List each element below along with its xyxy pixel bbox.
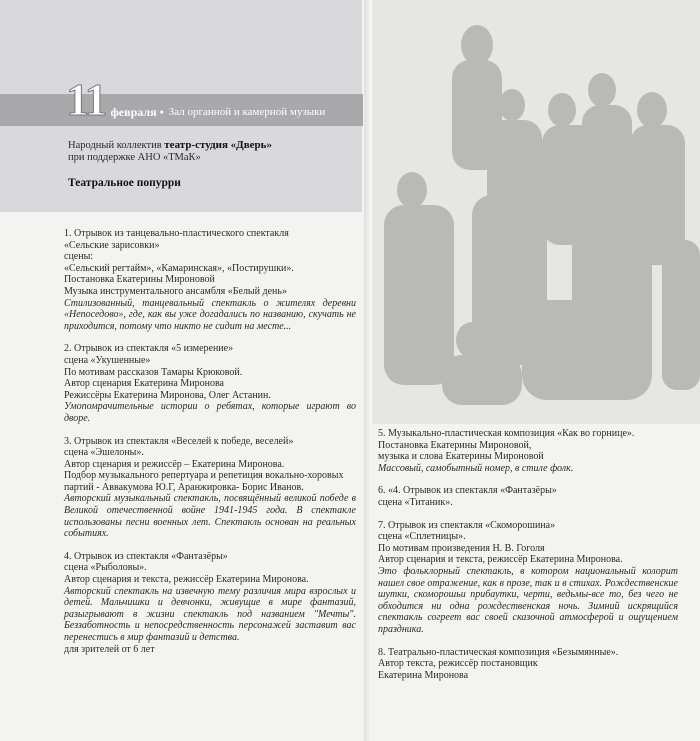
item-line: Подбор музыкального репертуара и репетиция вокально-хоровых партий - Аввакумова Ю.Г, Аранжировка- Борис Иванов. bbox=[64, 470, 344, 493]
program-item-7 bbox=[378, 520, 678, 636]
item-line: 3. Отрывок из спектакля «Веселей к победе, веселей» bbox=[64, 435, 294, 447]
program-column-right bbox=[378, 428, 678, 692]
item-line: Автор сценария Екатерина Миронова bbox=[64, 378, 224, 390]
item-line: 4. Отрывок из спектакля «Фантазёры» bbox=[64, 550, 228, 562]
program-title: Театральное попурри bbox=[68, 177, 181, 189]
item-line: 6. «4. Отрывок из спектакля «Фантазёры» bbox=[378, 485, 557, 497]
program-item-4 bbox=[64, 551, 356, 655]
separator: • bbox=[159, 105, 164, 119]
organizer bbox=[68, 139, 272, 164]
org-name: театр-студия «Дверь» bbox=[164, 139, 272, 151]
item-description: Стилизованный, танцевальный спектакль о жителях деревни «Непоседово», где, как вы уже догадались по названию, скучать не приходится, потому что никто не сидит на месте... bbox=[64, 297, 356, 332]
item-description: Авторский музыкальный спектакль, посвящённый великой победе в Великой отечественной войне 1941-1945 года. В спектакле использованы песни военных лет. Спектакль основан на реальных событиях. bbox=[64, 493, 356, 540]
ensemble-photo bbox=[372, 0, 700, 424]
item-line: Автор сценария и режиссёр – Екатерина Миронова. bbox=[64, 458, 285, 470]
age-rating: для зрителей от 6 лет bbox=[64, 643, 155, 655]
item-line: 5. Музыкально-пластическая композиция «Как во горнице». bbox=[378, 428, 635, 439]
program-item-8 bbox=[378, 647, 678, 682]
date-row bbox=[66, 68, 325, 126]
item-description: Умопомрачительные истории о ребятах, которые играют во дворе. bbox=[64, 401, 356, 424]
event-day: 11 bbox=[66, 74, 106, 125]
event-month bbox=[110, 98, 163, 126]
item-line: 1. Отрывок из танцевально-пластического спектакля bbox=[64, 228, 289, 239]
program-item-6 bbox=[378, 485, 678, 508]
item-line: сцена «Титаник». bbox=[378, 496, 453, 508]
item-line: 8. Театрально-пластическая композиция «Безымянные». bbox=[378, 646, 619, 658]
item-description: Это фольклорный спектакль, в котором национальный колорит нашел свое отражение, как в прозе, так и в стихах. Рождественские шутки, скоморошьи прибаутки, черти, ведьмы-все то, без чего не обходится ни одна рождественская ночь. Зимний искрящийся спектакль согреет вас своей сказочной атмосферой и ощущением праздника. bbox=[378, 565, 678, 635]
item-line: сцена «Укушенные» bbox=[64, 354, 151, 366]
item-line: «Сельский регтайм», «Камаринская», «Постирушки». bbox=[64, 262, 294, 274]
program-item-3 bbox=[64, 436, 356, 540]
item-line: Постановка Екатерины Мироновой, bbox=[378, 439, 532, 451]
item-description: Авторский спектакль на извечную тему различия мира взрослых и детей. Мальчишки и девчонки, живущие в мире фантазий, разыгрывают в жизни спектакль под названием "Мечты". Беззаботность и непосредственность персонажей заставит вас перенестись в мир фантазий и детства. bbox=[64, 585, 356, 643]
program-item-2 bbox=[64, 343, 356, 424]
program-item-5 bbox=[378, 428, 678, 474]
item-line: сцены: bbox=[64, 251, 94, 263]
item-line: Автор текста, режиссёр постановщик bbox=[378, 658, 538, 670]
org-prefix: Народный коллектив bbox=[68, 140, 162, 151]
item-description: Массовый, самобытный номер, в стиле фолк. bbox=[378, 462, 574, 474]
item-line: 7. Отрывок из спектакля «Скоморошина» bbox=[378, 519, 556, 531]
group-photo-image bbox=[372, 0, 700, 424]
item-line: По мотивам рассказов Тамары Крюковой. bbox=[64, 366, 243, 378]
item-line: Екатерина Миронова bbox=[378, 669, 469, 681]
item-line: сцена «Рыболовы». bbox=[64, 562, 147, 574]
item-line: «Сельские зарисовки» bbox=[64, 239, 160, 251]
month-label: февраля bbox=[110, 105, 157, 119]
org-support: при поддержке АНО «ТМаК» bbox=[68, 152, 201, 163]
item-line: Музыка инструментального ансамбля «Белый день» bbox=[64, 285, 287, 297]
item-line: Автор сценария и текста, режиссёр Екатерина Миронова. bbox=[378, 554, 623, 566]
event-venue: Зал органной и камерной музыки bbox=[168, 106, 326, 118]
item-line: 2. Отрывок из спектакля «5 измерение» bbox=[64, 343, 234, 355]
item-line: музыка и слова Екатерины Мироновой bbox=[378, 451, 544, 463]
item-line: Постановка Екатерины Мироновой bbox=[64, 274, 215, 286]
item-line: По мотивам произведения Н. В. Гоголя bbox=[378, 542, 545, 554]
item-line: сцена «Эшелоны». bbox=[64, 447, 144, 459]
program-item-1 bbox=[64, 228, 356, 332]
program-column-left bbox=[64, 228, 356, 666]
item-line: Автор сценария и текста, режиссёр Екатерина Миронова. bbox=[64, 574, 309, 586]
page-gutter bbox=[364, 0, 372, 741]
item-line: сцена «Сплетницы». bbox=[378, 531, 466, 543]
item-line: Режиссёры Екатерина Миронова, Олег Астанин. bbox=[64, 389, 271, 401]
